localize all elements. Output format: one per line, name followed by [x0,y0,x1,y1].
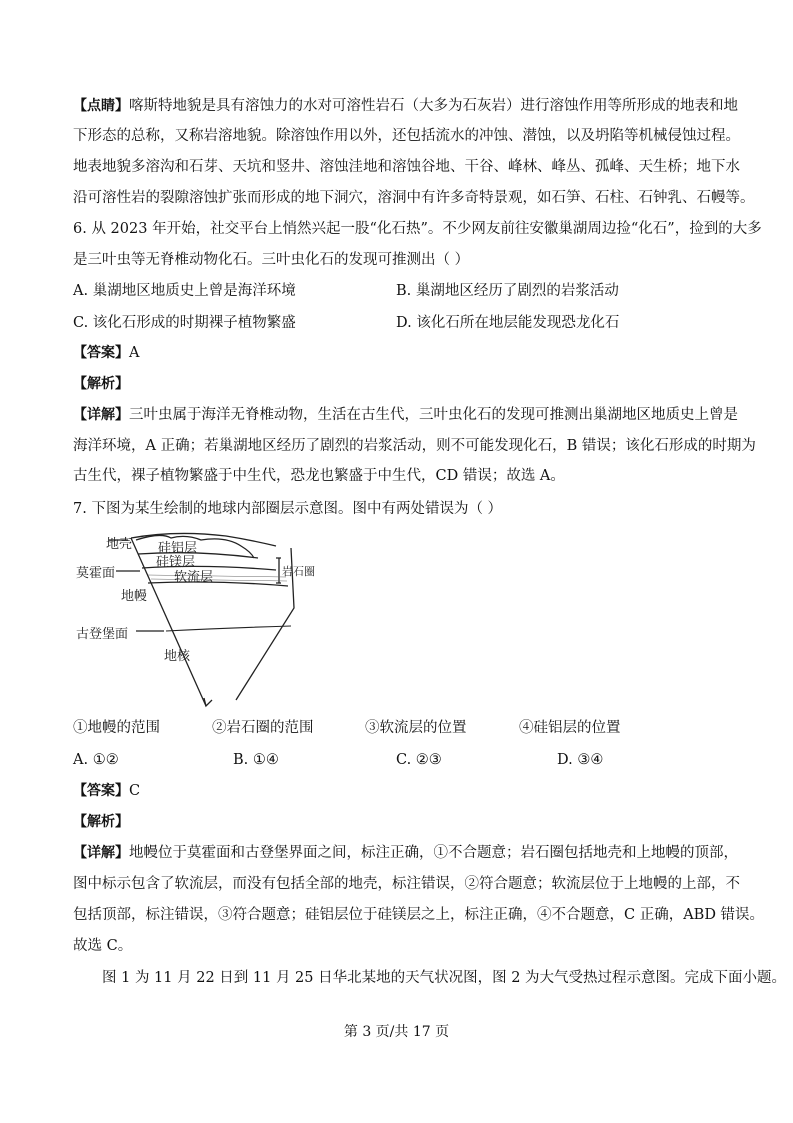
q6-detail-line-3: 古生代，裸子植物繁盛于中生代，恐龙也繁盛于中生代，CD 错误；故选 A。 [73,468,565,484]
dianjing-line-4: 沿可溶性岩的裂隙溶蚀扩张而形成的地下洞穴，溶洞中有许多奇特景观，如石笋、石柱、石钟乳、石幔等。 [73,190,755,206]
dianjing-line-2: 下形态的总称，又称岩溶地貌。除溶蚀作用以外，还包括流水的冲蚀、潜蚀，以及坍陷等机械侵蚀过程。 [73,128,740,144]
label-lithosphere: 岩石圈 [282,565,315,578]
q7-detail-line-1: 【详解】地幔位于莫霍面和古登堡界面之间，标注正确，①不合题意；岩石圈包括地壳和上地幔的顶部， [73,845,738,861]
label-gutenberg: 古登堡面 [76,627,129,642]
q7-statement-4: ④硅铝层的位置 [519,720,621,736]
q7-statement-3: ③软流层的位置 [365,720,467,736]
q7-statement-2: ②岩石圈的范围 [212,720,314,736]
dianjing-line-1: 【点睛】喀斯特地貌是具有溶蚀力的水对可溶性岩石（大多为石灰岩）进行溶蚀作用等所形成的地表和地 [73,98,738,114]
label-moho: 莫霍面 [76,566,116,581]
dianjing-label: 【点睛】 [73,98,129,114]
label-sima: 硅镁层 [156,555,196,570]
q7-analysis-label: 【解析】 [73,814,129,830]
q6-detail-line-1: 【详解】三叶虫属于海洋无脊椎动物，生活在古生代，三叶虫化石的发现可推测出巢湖地区地质史上曾是 [73,407,738,423]
q7-option-d: D. ③④ [557,752,604,768]
q6-analysis-label: 【解析】 [73,376,129,392]
label-mantle: 地幔 [121,589,148,604]
q6-option-b: B. 巢湖地区经历了剧烈的岩浆活动 [396,283,619,299]
q7-statement-1: ①地幔的范围 [73,720,160,736]
q7-stem: 7. 下图为某生绘制的地球内部圈层示意图。图中有两处错误为（ ） [73,501,503,517]
q7-option-a: A. ①② [73,752,119,768]
label-crust: 地壳 [106,537,133,552]
q6-answer: 【答案】A [73,345,140,361]
q7-option-c: C. ②③ [396,752,442,768]
label-sial: 硅铝层 [158,541,198,556]
q7-detail-line-4: 故选 C。 [73,938,133,954]
q6-stem-line-1: 6. 从 2023 年开始，社交平台上悄然兴起一股“化石热”。不少网友前往安徽巢湖周边捡“化石”，捡到的大多 [73,221,762,237]
label-core: 地核 [164,649,191,664]
page-footer: 第 3 页/共 17 页 [343,1024,450,1040]
earth-interior-figure [76,528,326,713]
q6-option-d: D. 该化石所在地层能发现恐龙化石 [396,315,620,331]
next-section-intro: 图 1 为 11 月 22 日到 11 月 25 日华北某地的天气状况图，图 2 为大气受热过程示意图。完成下面小题。 [102,970,787,986]
label-asthenosphere: 软流层 [174,570,214,585]
q6-option-c: C. 该化石形成的时期裸子植物繁盛 [73,315,296,331]
q6-detail-line-2: 海洋环境，A 正确；若巢湖地区经历了剧烈的岩浆活动，则不可能发现化石，B 错误；该化石形成的时期为 [73,438,756,454]
q7-option-b: B. ①④ [233,752,279,768]
q7-answer: 【答案】C [73,783,141,799]
q6-option-a: A. 巢湖地区地质史上曾是海洋环境 [73,283,296,299]
q7-detail-line-3: 包括顶部，标注错误，③符合题意；硅铝层位于硅镁层之上，标注正确，④不合题意，C 正确，ABD 错误。 [73,907,765,923]
q6-stem-line-2: 是三叶虫等无脊椎动物化石。三叶虫化石的发现可推测出（ ） [73,252,470,268]
q7-detail-line-2: 图中标示包含了软流层，而没有包括全部的地壳，标注错误，②符合题意；软流层位于上地幔的上部，不 [73,876,740,892]
dianjing-line-3: 地表地貌多溶沟和石芽、天坑和竖井、溶蚀洼地和溶蚀谷地、干谷、峰林、峰丛、孤峰、天生桥；地下水 [73,159,740,175]
